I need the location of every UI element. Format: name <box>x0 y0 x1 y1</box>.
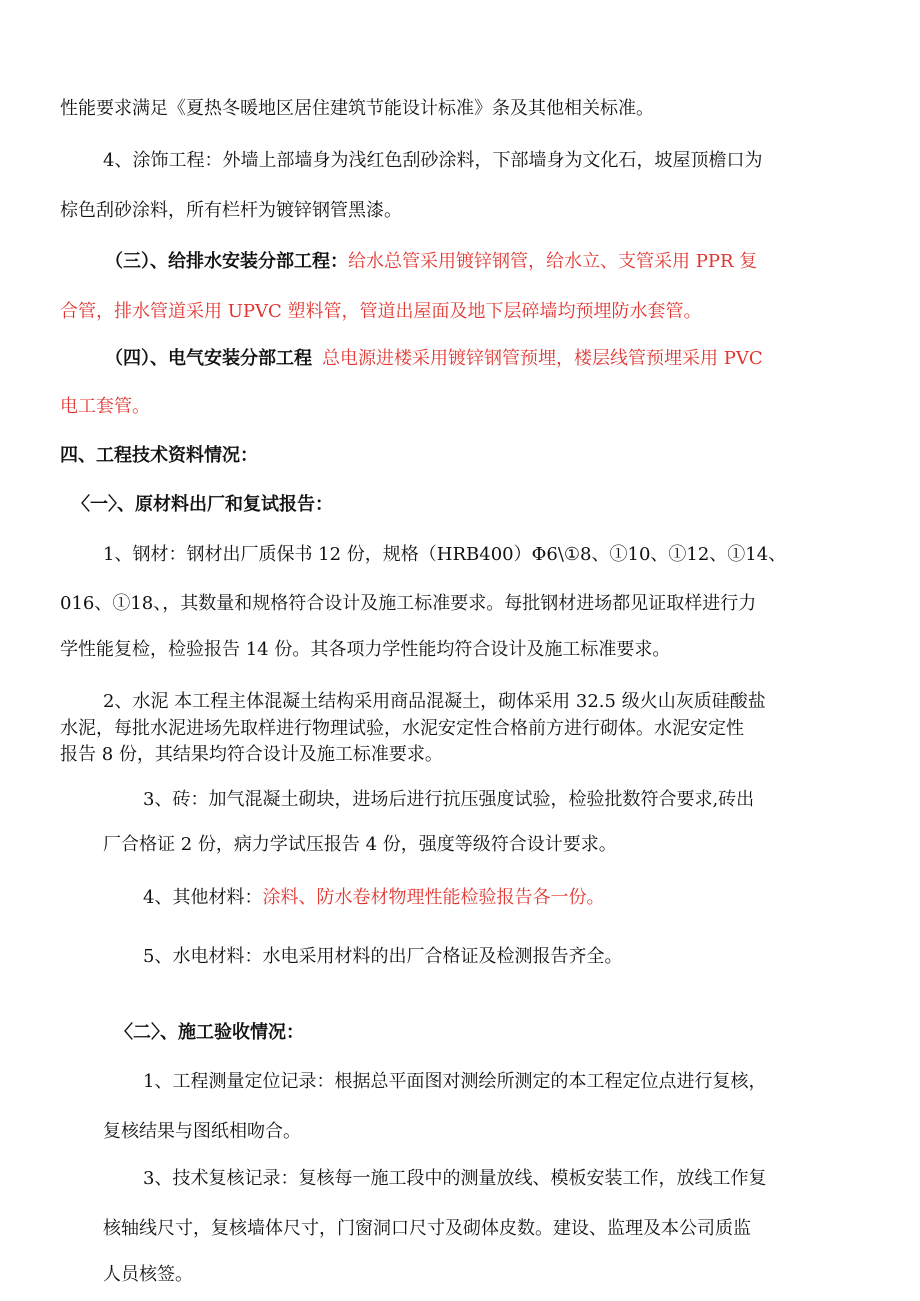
p2-line2: 棕色刮砂涂料，所有栏杆为镀锌钢管黑漆。 <box>60 200 402 221</box>
brick-line2: 厂合格证 2 份，病力学试压报告 4 份，强度等级符合设计要求。 <box>103 834 617 855</box>
p4-line1 <box>105 347 763 371</box>
review-line3: 人员核签。 <box>103 1264 193 1285</box>
electrical-heading: （四）、电气安装分部工程 <box>105 348 312 369</box>
brick-line1: 3、砖：加气混凝土砌块，进场后进行抗压强度试验，检验批数符合要求,砖出 <box>143 789 755 810</box>
p1-line1: 性能要求满足《夏热冬暖地区居住建筑节能设计标准》条及其他相关标准。 <box>60 98 654 119</box>
plumbing-heading: （三）、给排水安装分部工程： <box>105 251 348 272</box>
survey-line2: 复核结果与图纸相吻合。 <box>103 1121 301 1142</box>
survey-line1: 1、工程测量定位记录：根据总平面图对测绘所测定的本工程定位点进行复核， <box>143 1071 767 1092</box>
section-4-title: 四、工程技术资料情况： <box>60 445 258 466</box>
other-materials-text-red: 涂料、防水卷材物理性能检验报告各一份。 <box>262 887 605 908</box>
p3-line1 <box>105 250 757 274</box>
p4-line2: 电工套管。 <box>60 396 150 417</box>
cement-line2: 水泥，每批水泥进场先取样进行物理试验，水泥安定性合格前方进行砌体。水泥安定性 <box>60 718 744 739</box>
subsection-1-title: 〈一〉、原材料出厂和复试报告： <box>72 494 333 515</box>
plumbing-text-red: 给水总管采用镀锌钢管，给水立、支管采用 PPR 复 <box>348 251 758 272</box>
steel-line1: 1、钢材：钢材出厂质保书 12 份，规格（HRB400）Φ6\①8、①10、①12、①14、 <box>103 544 787 565</box>
subsection-2-title: 〈二〉、施工验收情况： <box>115 1022 304 1043</box>
p3-line2: 合管，排水管道采用 UPVC 塑料管，管道出屋面及地下层碎墙均预埋防水套管。 <box>60 301 702 322</box>
cement-line1: 2、水泥 本工程主体混凝土结构采用商品混凝土，砌体采用 32.5 级火山灰质硅酸盐 <box>103 691 766 712</box>
steel-line3: 学性能复检，检验报告 14 份。其各项力学性能均符合设计及施工标准要求。 <box>60 639 671 660</box>
review-line2: 核轴线尺寸，复核墙体尺寸，门窗洞口尺寸及砌体皮数。建设、监理及本公司质监 <box>103 1218 751 1239</box>
cement-line3: 报告 8 份，其结果均符合设计及施工标准要求。 <box>60 744 443 765</box>
other-materials-line <box>143 886 604 910</box>
review-line1: 3、技术复核记录：复核每一施工段中的测量放线、模板安装工作，放线工作复 <box>143 1168 767 1189</box>
hydro-materials-line: 5、水电材料：水电采用材料的出厂合格证及检测报告齐全。 <box>143 946 623 967</box>
other-materials-label: 4、其他材料： <box>143 887 263 908</box>
p2-line1: 4、涂饰工程：外墙上部墙身为浅红色刮砂涂料，下部墙身为文化石，坡屋顶檐口为 <box>103 150 763 171</box>
steel-line2: 016、①18、，其数量和规格符合设计及施工标准要求。每批钢材进场都见证取样进行力 <box>60 593 757 614</box>
electrical-text-red: 总电源进楼采用镀锌钢管预埋，楼层线管预埋采用 PVC <box>322 348 763 369</box>
